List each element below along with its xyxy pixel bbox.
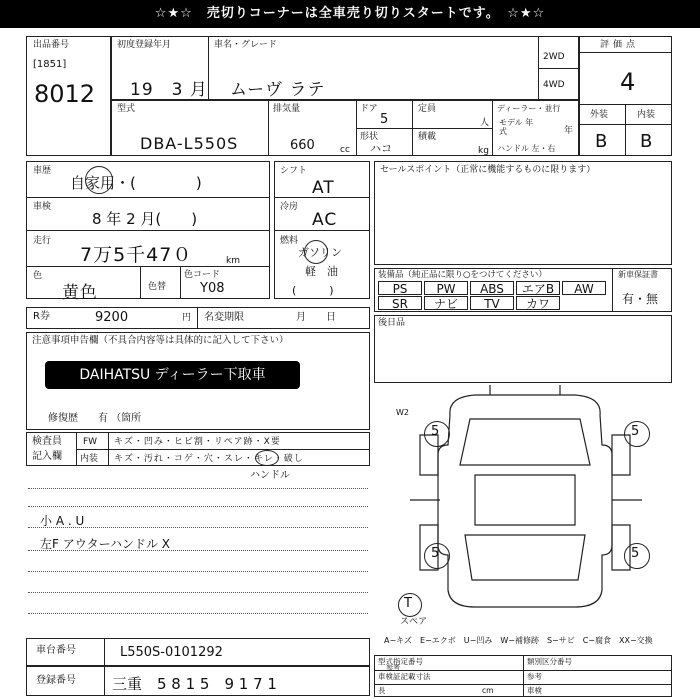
inspector-row1-text: キズ・凹み・ヒビ割・リペア跡・X要 (114, 437, 281, 447)
model-year-label: モデル 年式 (499, 118, 534, 136)
capacity-unit: 人 (480, 118, 490, 128)
ext-value: B (595, 131, 609, 152)
sales-label: セールスポイント（正常に機能するものに限ります） (380, 165, 596, 175)
capacity-label: 定員 (418, 104, 437, 114)
sales-point-box (374, 161, 672, 265)
recycle-unit: 円 (182, 313, 192, 323)
fuel-diesel: 軽 油 (305, 265, 338, 278)
chassis-value: L550S-0101292 (120, 645, 223, 660)
car-name-label: 車名・グレード (214, 40, 278, 50)
spare-label: スペア (400, 617, 428, 627)
equipment-item: AW (562, 281, 606, 295)
warranty-value: 有・無 (622, 292, 659, 306)
doors-label: ドア (360, 104, 378, 114)
lot-code: [1851] (33, 59, 67, 70)
inspector-row2-tag: 内装 (80, 454, 99, 464)
int-label: 内装 (637, 110, 656, 120)
lot-number: 8012 (34, 80, 96, 108)
doors-value: 5 (380, 112, 389, 127)
shift-value: AT (312, 178, 335, 198)
drive-4wd: 4WD (543, 80, 565, 90)
spec-row1a: 型式指定番号 (378, 657, 423, 666)
chassis-label: 車台番号 (36, 645, 76, 656)
color-change-label: 色替 (148, 282, 167, 292)
ext-label: 外装 (590, 110, 609, 120)
recycle-value: 9200 (95, 310, 129, 325)
displacement-label: 排気量 (273, 104, 301, 114)
history-label: 車歴 (33, 166, 52, 176)
handle-label: ハンドル 左・右 (497, 144, 556, 153)
shape-label: 形状 (360, 132, 379, 142)
inspection-value: 8 年 2 月( ) (92, 210, 198, 228)
score-value: 4 (620, 68, 637, 96)
header-banner: ☆★☆ 売切りコーナーは全車売り切りスタートです。 ☆★☆ (0, 0, 700, 28)
scuff-circle (255, 450, 279, 466)
int-value: B (640, 131, 654, 152)
spare-mark: T (404, 596, 412, 611)
dealer-label: ディーラー・並行 (497, 104, 561, 113)
load-label: 積載 (418, 132, 437, 142)
mileage-label: 走行 (33, 236, 52, 246)
inspection-label: 車検 (33, 202, 52, 212)
inspector-row1-tag: FW (83, 437, 98, 447)
history-value: 自家用・( ) (70, 174, 202, 192)
registration-value: 三重 5 8 1 5 9 1 7 1 (112, 675, 277, 693)
spec-row1b: 類別区分番号 (527, 657, 572, 666)
year-unit: 年 (564, 126, 574, 136)
first-reg-value: 19 3 月 (130, 80, 208, 100)
circle-mark (85, 166, 113, 194)
damage-mark-front-left-label: 5 (431, 424, 440, 439)
model-value: DBA-L550S (140, 134, 239, 153)
recycle-label: R券 (33, 311, 50, 322)
damage-mark-rear-right-label: 5 (631, 546, 640, 561)
rename-value: 月 日 (296, 312, 336, 323)
warranty-label: 新車保証書 (618, 270, 658, 279)
spec-row3a: 車検証記載寸法 (378, 672, 431, 681)
handwritten-note-1: 小 A . U (40, 514, 85, 528)
model-label: 型式 (117, 104, 136, 114)
lot-label: 出品番号 (33, 40, 70, 50)
score-label: 評価点 (600, 40, 640, 50)
spec-row3b: 参考 (527, 672, 542, 681)
equipment-item: TV (470, 296, 514, 310)
notes-label: 注意事項申告欄（不具合内容等は具体的に記入して下さい） (32, 335, 289, 346)
ac-value: AC (312, 210, 338, 230)
equipment-item: PW (424, 281, 468, 295)
legend: A−キズ E−エクボ U−凹み W−補修跡 S−サビ C−腐食 XX−交換 (384, 636, 653, 645)
handwritten-note-2: 左F アウターハンドル X (40, 537, 171, 551)
equipment-item: ABS (470, 281, 514, 295)
ac-label: 冷房 (280, 202, 299, 212)
rename-label: 名変期限 (204, 312, 244, 323)
displacement-value: 660 (290, 138, 315, 153)
equipment-item: PS (378, 281, 422, 295)
first-reg-label: 初度登録年月 (117, 40, 172, 50)
damage-mark-rear-left-label: 5 (431, 546, 440, 561)
load-unit: kg (478, 146, 489, 156)
displacement-unit: cc (340, 145, 350, 155)
dealer-badge: DAIHATSU ディーラー下取車 (45, 361, 300, 389)
shift-label: シフト (280, 166, 308, 176)
registration-label: 登録番号 (36, 675, 76, 686)
inspector-row2-text: キズ・汚れ・コゲ・穴・スレ・キレ・破し (114, 454, 304, 464)
color-code-label: 色コード (184, 270, 221, 280)
color-label: 色 (33, 271, 43, 281)
shape-value: ハコ (370, 142, 392, 155)
equipment-item: ナビ (424, 296, 468, 310)
equipment-item: カワ (516, 296, 560, 310)
equipment-item: エアB (516, 281, 560, 295)
handwritten-handle: ハンドル (250, 470, 290, 481)
later-docs-label: 後日品 (378, 318, 406, 328)
later-docs-box (374, 315, 672, 383)
color-code-value: Y08 (200, 281, 225, 296)
fuel-other: ( ) (292, 284, 334, 297)
drive-2wd: 2WD (543, 52, 565, 62)
inspector-label-2: 記入欄 (32, 451, 62, 462)
fuel-petrol: ガソリン (298, 246, 342, 259)
inspector-label-1: 検査員 (32, 436, 62, 447)
equipment-label: 装備品（純正品に限り○をつけてください） (378, 270, 547, 280)
repair-label: 修復歴 有 （箇所 (48, 413, 142, 424)
fuel-circle (304, 240, 328, 264)
car-name-value: ムーヴ ラテ (230, 80, 326, 100)
side-note: W2 (396, 408, 409, 417)
fuel-label: 燃料 (280, 236, 299, 246)
color-value: 黄色 (62, 283, 98, 303)
damage-mark-front-right-label: 5 (631, 424, 640, 439)
spec-row2a: 参考 (386, 664, 400, 672)
mileage-unit: km (226, 256, 240, 266)
spec-unit: cm (482, 686, 494, 695)
spec-row5: 車検 (527, 686, 542, 695)
equipment-grid (378, 281, 608, 311)
spec-row4: 長 (378, 686, 386, 695)
equipment-item: SR (378, 296, 422, 310)
car-damage-diagram (380, 375, 672, 630)
mileage-value: 7万5千47０ (80, 244, 193, 266)
